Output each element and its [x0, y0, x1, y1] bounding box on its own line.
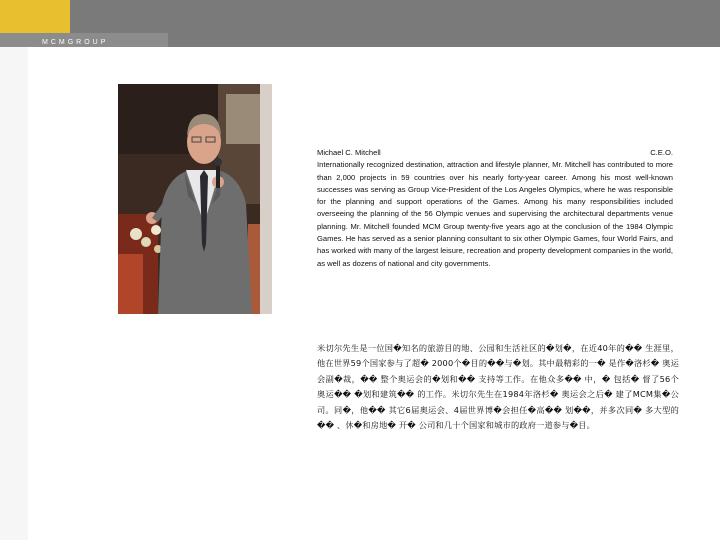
- bio-english: [317, 147, 673, 270]
- bio-name-line: [317, 147, 673, 159]
- bio-english-body: Internationally recognized destination, attraction and lifestyle planner, Mr. Mitchell has contributed to more than 2,000 projects in 59 countries over his nearly forty-year career. Among his most well-known successes was serving as Group Vice-President of the Los Angeles Olympics, where he was responsible for the planning and support operations of the Games. Among his many responsibilities included overseeing the planning of the 56 Olympic venues and supervising the architectural departments venue planning. Mr. Mitchell founded MCM Group twenty-five years ago at the conclusion of the 1984 Olympic Games. He has served as a senior planning consultant to six other Olympic Games, four World Fairs, and has worked with many of the largest leisure, recreation and property development companies in the world, as well as dozens of national and city governments.: [317, 160, 673, 268]
- bio-title: C.E.O.: [650, 148, 673, 157]
- bio-chinese: 米切尔先生是一位国�知名的旅游目的地、公园和生活社区的�划�，在近40年的�� 生涯里，他在世界59个国家参与了超� 2000个�目的��与�划。其中最精彩的一� 是作�洛杉� 奥运会副�裁，�� 整个奥运会的�划和�� 支持等工作。在他众多�� 中，� 包括� 督了56个奥运�� �划和建筑�� 的工作。米切尔先生在1984年洛杉� 奥运会之后� 建了MCM集�公司。同�，他�� 其它6届奥运会、4届世界博�会担任�高�� 划��，并多次同� 多大型的�� 、休�和房地� 开� 公司和几十个国家和城市的政府一道参与�目。: [317, 343, 679, 431]
- brand-logo-text: MCMGROUP: [42, 39, 109, 46]
- presenter-photo: [118, 84, 272, 314]
- bio-name: Michael C. Mitchell: [317, 148, 381, 157]
- left-panel: [0, 47, 28, 540]
